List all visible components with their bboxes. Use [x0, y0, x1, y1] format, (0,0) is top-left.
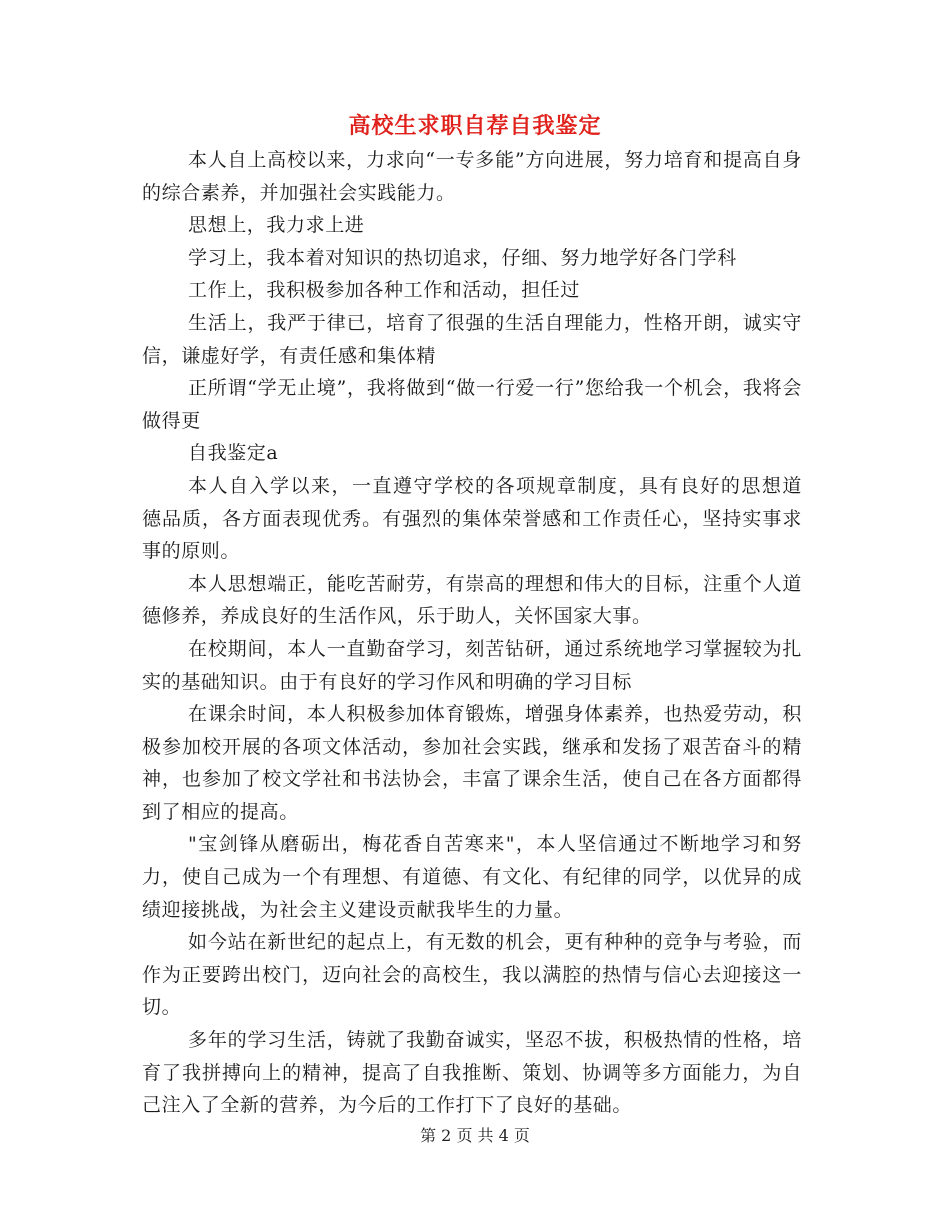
page-footer [0, 1124, 950, 1148]
paragraph: 学习上，我本着对知识的热切追求，仔细、努力地学好各门学科 [188, 246, 737, 269]
paragraph: 如今站在新世纪的起点上，有无数的机会，更有种种的竞争与考验，而作为正要跨出校门，迈向社会的高校生，我以满腔的热情与信心去迎接这一切。 [142, 931, 802, 1019]
paragraph: 本人思想端正，能吃苦耐劳，有崇高的理想和伟大的目标，注重个人道德修养，养成良好的生活作风，乐于助人，关怀国家大事。 [142, 572, 802, 628]
paragraph: 在课余时间，本人积极参加体育锻炼，增强身体素养，也热爱劳动，积极参加校开展的各项文体活动，参加社会实践，继承和发扬了艰苦奋斗的精神，也参加了校文学社和书法协会，丰富了课余生活，使自己在各方面都得到了相应的提高。 [142, 703, 802, 823]
document-title: 高校生求职自荐自我鉴定 [348, 113, 602, 139]
paragraph: 多年的学习生活，铸就了我勤奋诚实，坚忍不拔，积极热情的性格，培育了我拼搏向上的精神，提高了自我推断、策划、协调等多方面能力，为自己注入了全新的营养，为今后的工作打下了良好的基础。 [142, 1029, 802, 1117]
paragraph: 生活上，我严于律已，培育了很强的生活自理能力，性格开朗，诚实守信，谦虚好学，有责任感和集体精 [142, 311, 802, 367]
paragraph: 本人自入学以来，一直遵守学校的各项规章制度，具有良好的思想道 德品质，各方面表现优秀。有强烈的集体荣誉感和工作责任心，坚持实事求事的原则。 [142, 474, 802, 563]
paragraph: 思想上，我力求上进 [188, 214, 365, 237]
paragraph: 正所谓“学无止境”，我将做到“做一行爱一行”您给我一个机会，我将会做得更 [142, 377, 802, 432]
page-number-label: 第 2 页 共 4 页 [420, 1126, 530, 1145]
paragraph: 工作上，我积极参加各种工作和活动，担任过 [188, 279, 581, 302]
section-heading: 自我鉴定a [188, 442, 279, 465]
paragraph: "宝剑锋从磨砺出，梅花香自苦寒来"，本人坚信通过不断地学习和努力，使自己成为一个有理想、有道德、有文化、有纪律的同学，以优异的成绩迎接挑战，为社会主义建设贡献我毕生的力量。 [142, 833, 802, 921]
document-body [142, 144, 802, 1122]
paragraph: 在校期间，本人一直勤奋学习，刻苦钻研，通过系统地学习掌握较为扎实的基础知识。由于有良好的学习作风和明确的学习目标 [142, 637, 802, 693]
paragraph: 本人自上高校以来，力求向“一专多能”方向进展，努力培育和提高自身的综合素养，并加强社会实践能力。 [142, 149, 802, 204]
